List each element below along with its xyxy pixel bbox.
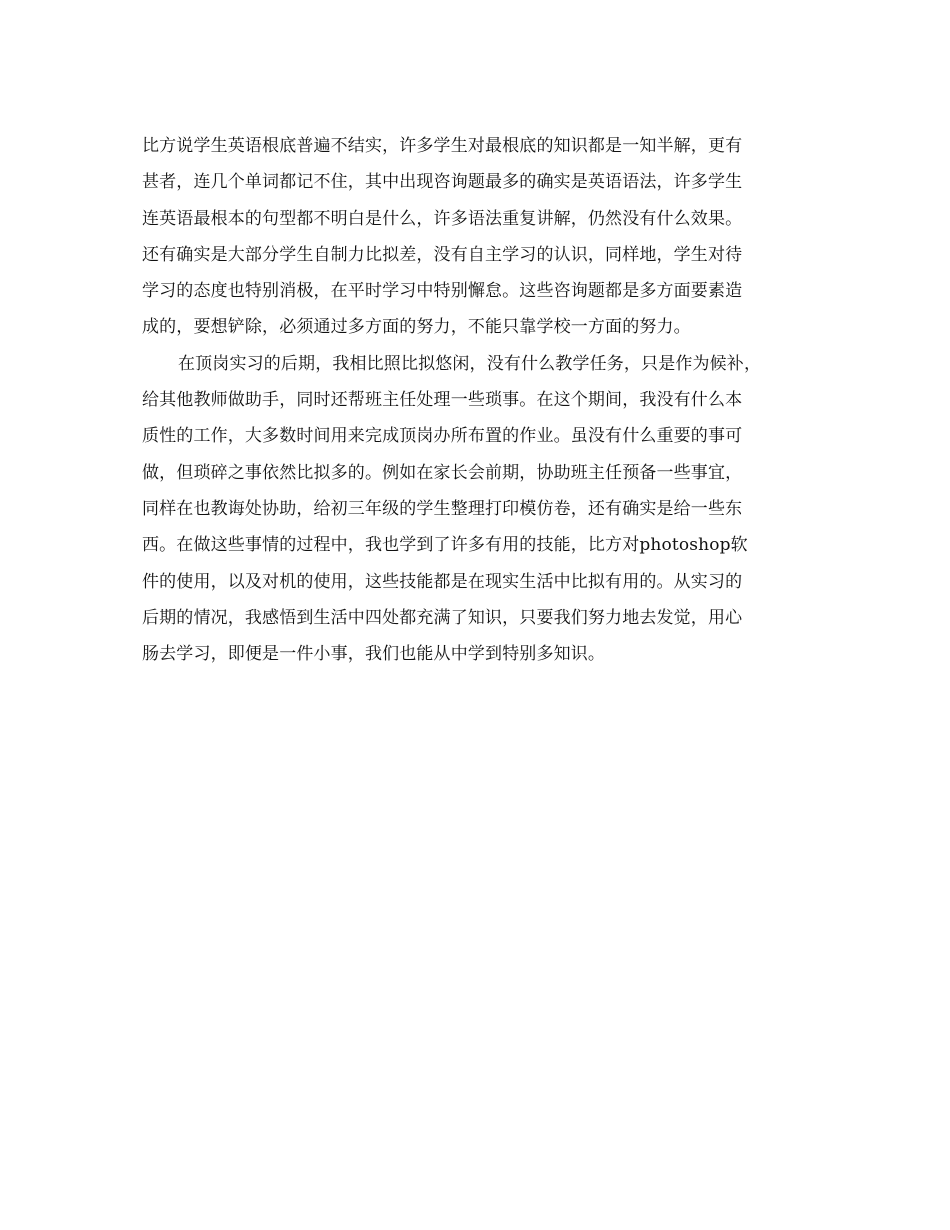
paragraph-2-line: 件的使用，以及对机的使用，这些技能都是在现实生活中比拟有用的。从实习的 — [142, 571, 743, 592]
paragraph-2-line: 在顶岗实习的后期，我相比照比拟悠闲，没有什么教学任务，只是作为候补， — [178, 353, 762, 374]
paragraph-1-line: 甚者，连几个单词都记不住，其中出现咨询题最多的确实是英语语法，许多学生 — [142, 172, 743, 193]
paragraph-2-line: 质性的工作，大多数时间用来完成顶岗办所布置的作业。虽没有什么重要的事可 — [142, 426, 743, 447]
paragraph-1-line: 连英语最根本的句型都不明白是什么，许多语法重复讲解，仍然没有什么效果。 — [142, 208, 743, 229]
paragraph-2-line: 做，但琐碎之事依然比拟多的。例如在家长会前期，协助班主任预备一些事宜， — [142, 462, 743, 483]
paragraph-1-line: 比方说学生英语根底普遍不结实，许多学生对最根底的知识都是一知半解，更有 — [142, 136, 743, 156]
paragraph-1-line: 还有确实是大部分学生自制力比拟差，没有自主学习的认识，同样地，学生对待 — [142, 244, 743, 265]
paragraph-1-line: 学习的态度也特别消极，在平时学习中特别懈怠。这些咨询题都是多方面要素造 — [142, 281, 743, 302]
paragraph-2-line: 给其他教师做助手，同时还帮班主任处理一些琐事。在这个期间，我没有什么本 — [142, 390, 743, 411]
paragraph-2-line: 肠去学习，即便是一件小事，我们也能从中学到特别多知识。 — [142, 644, 606, 665]
paragraph-2 — [142, 346, 810, 673]
paragraph-2-line: 西。在做这些事情的过程中，我也学到了许多有用的技能，比方对photoshop软 — [142, 535, 748, 556]
paragraph-1 — [142, 128, 810, 346]
paragraph-2-line: 后期的情况，我感悟到生活中四处都充满了知识，只要我们努力地去发觉，用心 — [142, 607, 743, 628]
paragraph-1-line: 成的，要想铲除，必须通过多方面的努力，不能只靠学校一方面的努力。 — [142, 317, 691, 338]
document-body — [142, 128, 810, 672]
paragraph-2-line: 同样在也教诲处协助，给初三年级的学生整理打印模仿卷，还有确实是给一些东 — [142, 498, 743, 519]
